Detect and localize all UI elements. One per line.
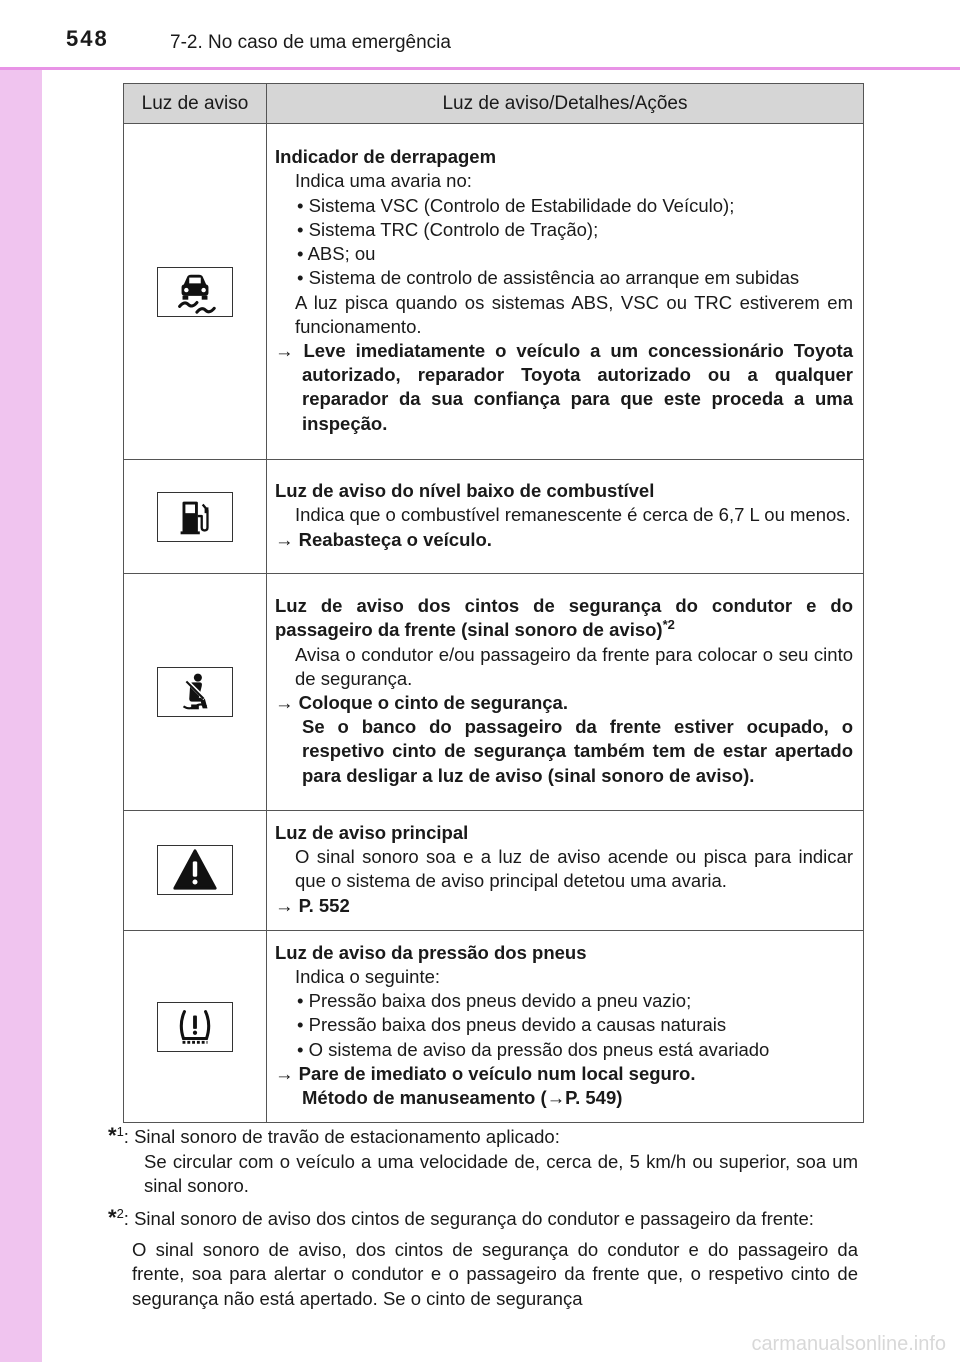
seatbelt-icon (157, 667, 233, 717)
header-rule (0, 67, 960, 70)
arrow-icon: → (275, 1062, 294, 1084)
table-row (124, 574, 864, 811)
icon-cell (124, 811, 267, 931)
row-action (275, 339, 853, 436)
row-action (275, 1062, 853, 1086)
table-row (124, 124, 864, 460)
footnote-number: 1 (116, 1123, 124, 1139)
icon-cell (124, 930, 267, 1122)
footnote-number: 2 (116, 1205, 124, 1221)
footnote-lead (108, 1124, 858, 1150)
page-number: 548 (66, 26, 109, 51)
skid-indicator-icon (157, 267, 233, 317)
row-action-continued: Se o banco do passageiro da frente estiver ocupado, o respetivo cinto de segurança também tem de estar apertado para desligar a luz de aviso (sinal sonoro de aviso). (302, 716, 853, 786)
master-warning-icon (157, 845, 233, 895)
page-header (0, 0, 960, 68)
section-title: 7-2. No caso de uma emergência (170, 32, 451, 53)
footnote-star: * (108, 1123, 117, 1148)
row-title-text: Luz de aviso dos cintos de segurança do condutor e do passageiro da frente (sinal sonoro de aviso) (275, 595, 853, 641)
action-text: Pare de imediato o veículo num local seguro. (298, 1062, 696, 1084)
row-action[interactable] (275, 894, 853, 918)
action-text: Reabasteça o veículo. (298, 528, 492, 550)
list-item: • ABS; ou (297, 243, 376, 265)
list-item: • Pressão baixa dos pneus devido a causas naturais (297, 1014, 727, 1036)
icon-cell (124, 574, 267, 811)
footnote (108, 1206, 858, 1311)
warning-lights-table (123, 83, 864, 1123)
footnote (108, 1124, 858, 1199)
row-note: A luz pisca quando os sistemas ABS, VSC ou TRC estiverem em funcionamento. (295, 291, 853, 337)
action-text: Coloque o cinto de segurança. (298, 692, 568, 713)
arrow-icon: → (275, 692, 294, 713)
table-header-row (124, 84, 864, 124)
row-title: Luz de aviso da pressão dos pneus (275, 941, 587, 963)
arrow-icon: → (275, 339, 294, 361)
list-item: • Sistema de controlo de assistência ao arranque em subidas (297, 267, 800, 289)
row-intro: Avisa o condutor e/ou passageiro da frente para colocar o seu cinto de segurança. (295, 643, 853, 689)
footnote-lead-text: : Sinal sonoro de aviso dos cintos de segurança do condutor e passageiro da frente: (123, 1208, 814, 1229)
page-edge-bar (0, 0, 42, 1362)
arrow-icon: → (275, 894, 294, 916)
list-item: • Sistema TRC (Controlo de Tração); (297, 218, 599, 240)
table-row (124, 460, 864, 574)
page-reference-link[interactable]: Método de manuseamento (→P. 549) (302, 1087, 623, 1109)
row-intro: Indica o seguinte: (295, 966, 441, 988)
row-title: Luz de aviso principal (275, 822, 469, 843)
list-item: • Pressão baixa dos pneus devido a pneu vazio; (297, 990, 692, 1012)
row-title: Indicador de derrapagem (275, 146, 497, 168)
table-row (124, 930, 864, 1122)
footnote-ref: *2 (662, 617, 675, 633)
row-intro: O sinal sonoro soa e a luz de aviso acende ou pisca para indicar que o sistema de aviso principal detetou uma avaria. (295, 846, 853, 892)
row-title: Luz de aviso do nível baixo de combustível (275, 480, 655, 502)
row-intro: Indica uma avaria no: (295, 170, 472, 192)
column-header-light: Luz de aviso (124, 84, 267, 124)
fuel-pump-icon (157, 492, 233, 542)
list-item: • O sistema de aviso da pressão dos pneus está avariado (297, 1038, 770, 1060)
table-row (124, 811, 864, 931)
icon-cell (124, 460, 267, 574)
icon-cell (124, 124, 267, 460)
footnote-star: * (108, 1205, 117, 1230)
footnote-body: Se circular com o veículo a uma velocidade de, cerca de, 5 km/h ou superior, soa um sinal sonoro. (144, 1150, 858, 1196)
arrow-icon: → (275, 528, 294, 550)
page-reference-link[interactable]: P. 552 (298, 894, 350, 916)
watermark: carmanualsonline.info (751, 1333, 946, 1355)
row-action (275, 691, 853, 715)
footnote-lead-text: : Sinal sonoro de travão de estacionamento aplicado: (123, 1126, 560, 1147)
tire-pressure-icon (157, 1002, 233, 1052)
row-intro: Indica que o combustível remanescente é cerca de 6,7 L ou menos. (295, 504, 851, 526)
row-action (275, 528, 853, 552)
column-header-details: Luz de aviso/Detalhes/Ações (267, 84, 864, 124)
action-text: Leve imediatamente o veículo a um concessionário Toyota autorizado, reparador Toyota autorizado ou a qualquer reparador da sua confiança para que este proceda a uma inspeção. (302, 339, 853, 434)
list-item: • Sistema VSC (Controlo de Estabilidade do Veículo); (297, 194, 735, 216)
footnote-body: O sinal sonoro de aviso, dos cintos de segurança do condutor e do passageiro da frente, soa para alertar o condutor e o passageiro da frente que, o respetivo cinto de segurança não está apertado. Se o cinto de segurança (132, 1238, 858, 1309)
row-title (275, 594, 853, 642)
footnote-lead (108, 1206, 858, 1232)
